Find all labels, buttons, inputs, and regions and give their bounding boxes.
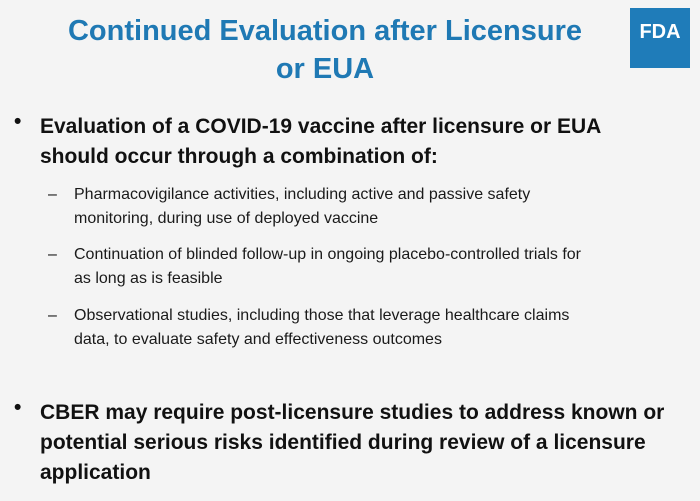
- bullet-2-line-2: potential serious risks identified during review of a licensure: [40, 431, 646, 454]
- sub-bullet-3-marker: –: [48, 307, 57, 324]
- sub-bullet-1-line-1: Pharmacovigilance activities, including active and passive safety: [74, 186, 531, 203]
- sub-bullet-2-marker: –: [48, 246, 57, 263]
- bullet-2-line-1: CBER may require post-licensure studies to address known or: [40, 401, 665, 424]
- bullet-1-line-2: should occur through a combination of:: [40, 145, 438, 168]
- sub-bullet-1-marker: –: [48, 186, 57, 203]
- sub-bullet-1-text: [74, 183, 684, 231]
- bullet-2-line-3: application: [40, 461, 151, 484]
- sub-bullet-2-text: [74, 243, 684, 291]
- bullet-2-marker: •: [14, 396, 22, 419]
- sub-bullet-3-text: [74, 304, 684, 352]
- sub-bullet-3-line-1: Observational studies, including those that leverage healthcare claims: [74, 307, 570, 324]
- slide-title-line-1: Continued Evaluation after Licensure: [67, 15, 583, 47]
- slide-title: [20, 12, 630, 88]
- bullet-2-text: [40, 398, 680, 488]
- slide-title-line-2: or EUA: [275, 53, 375, 85]
- bullet-1-line-1: Evaluation of a COVID-19 vaccine after licensure or EUA: [40, 115, 602, 138]
- bullet-1-marker: •: [14, 110, 22, 133]
- sub-bullet-2-line-1: Continuation of blinded follow-up in ongoing placebo-controlled trials for: [74, 246, 581, 263]
- sub-bullet-3-line-2: data, to evaluate safety and effectiveness outcomes: [74, 331, 442, 348]
- sub-bullet-2-line-2: as long as is feasible: [74, 270, 223, 287]
- fda-logo: FDA: [630, 8, 690, 68]
- bullet-1-text: [40, 112, 680, 172]
- sub-bullet-1-line-2: monitoring, during use of deployed vaccine: [74, 210, 379, 227]
